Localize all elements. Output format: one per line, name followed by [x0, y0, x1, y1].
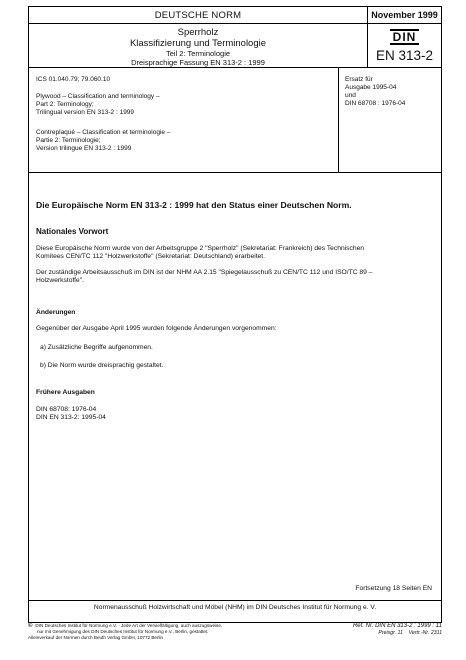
reference-number: Ref. Nr. DIN EN 313-2 : 1999 : 11: [352, 623, 442, 629]
replaces-line-3: und: [345, 92, 356, 99]
title-line-3: Teil 2: Terminologie: [165, 49, 231, 58]
english-title-block: [36, 93, 160, 117]
earlier-editions-heading: Frühere Ausgaben: [36, 389, 95, 396]
french-title-line-3: Version trilingue EN 313-2 : 1999: [36, 145, 132, 152]
change-item-a: a) Zusätzliche Begriffe aufgenommen.: [40, 344, 153, 351]
foreword-p1-line-1: Diese Europäische Norm wurde von der Arbeitsgruppe 2 "Sperrholz" (Sekretariat: Frankreich) des Technischen: [36, 245, 365, 252]
foreword-p2-line-2: Holzwerkstoffe".: [36, 277, 84, 285]
earlier-edition-2: DIN EN 313-2: 1995-04: [36, 414, 106, 422]
footer-divider: [28, 600, 442, 601]
din-logo: DIN: [390, 29, 420, 45]
foreword-paragraph-1: [36, 245, 436, 262]
replaces-block: [345, 76, 405, 108]
continuation-note: Fortsetzung 18 Seiten EN: [355, 585, 432, 592]
english-title-line-2: Part 2: Terminology;: [36, 101, 94, 108]
english-title-line-1: Plywood – Classification and terminology –: [36, 93, 160, 100]
sales-number: Vertr.-Nr. 2311: [408, 629, 442, 636]
copyright-line-1-text: DIN Deutsches Institut für Normung e.V. · Jede Art der Vervielfältigung, auch auszugsweise,: [35, 623, 223, 628]
french-title-line-1: Contreplaqué – Classification et terminologie –: [36, 129, 171, 136]
foreword-heading: Nationales Vorwort: [36, 227, 109, 236]
ics-code: ICS 01.040.79; 79.060.10: [36, 76, 111, 83]
english-title-line-3: Trilingual version EN 313-2 : 1999: [36, 109, 135, 116]
earlier-editions-list: [36, 406, 106, 423]
standard-type-label: DEUTSCHE NORM: [154, 9, 242, 21]
change-item-b: b) Die Norm wurde dreisprachig gestaltet.: [40, 362, 164, 369]
din-standard-number: EN 313-2: [375, 48, 434, 63]
price-sales-line: [330, 630, 442, 637]
reference-block: [330, 623, 442, 636]
replaces-line-1: Ersatz für: [345, 76, 373, 83]
title-block: [28, 24, 368, 68]
copyright-line-2: nur mit Genehmigung des DIN Deutsches Institut für Normung e.V., Berlin, gestattet.: [37, 629, 209, 634]
title-line-2: Klassifizierung und Terminologie: [129, 38, 267, 49]
publication-date: [368, 6, 442, 24]
foreword-p2-line-1: Der zuständige Arbeitsausschuß im DIN ist der NHM AA 2.15 "Spiegelausschuß zu CEN/TC 112 und ISO/TC 89 –: [36, 269, 373, 276]
title-line-4: Dreisprachige Fassung EN 313-2 : 1999: [131, 58, 265, 67]
copyright-notice: [28, 623, 328, 641]
french-title-line-2: Partie 2: Terminologie;: [36, 137, 101, 144]
standard-type-header: [28, 6, 368, 24]
din-number-block: [368, 24, 442, 68]
french-title-block: [36, 129, 170, 153]
foreword-p1-line-2: Komitees CEN/TC 112 "Holzwerkstoffe" (Sekretariat: Deutschland) erarbeitet.: [36, 253, 265, 261]
publication-date-label: November 1999: [371, 10, 438, 20]
price-group: Preisgr. 11: [378, 629, 403, 636]
copyright-line-3: Alleinverkauf der Normen durch Beuth Verlag GmbH, 10772 Berlin: [28, 635, 164, 640]
changes-intro: Gegenüber der Ausgabe April 1995 wurden folgende Änderungen vorgenommen:: [36, 325, 277, 332]
replaces-line-4: DIN 68708 : 1976-04: [345, 100, 406, 107]
committee-line: Normenausschuß Holzwirtschaft und Möbel (NHM) im DIN Deutsches Institut für Normung e. V.: [93, 604, 377, 611]
replaces-line-2: Ausgabe 1995-04: [345, 84, 397, 91]
vertical-divider: [338, 68, 339, 172]
changes-heading: Änderungen: [36, 309, 76, 316]
foreword-paragraph-2: [36, 269, 436, 286]
earlier-edition-1: DIN 68708: 1976-04: [36, 406, 97, 413]
title-line-1: Sperrholz: [177, 27, 219, 38]
horizontal-divider: [28, 172, 442, 173]
copyright-mark: ©: [28, 623, 33, 629]
status-statement: Die Europäische Norm EN 313-2 : 1999 hat den Status einer Deutschen Norm.: [36, 200, 352, 210]
